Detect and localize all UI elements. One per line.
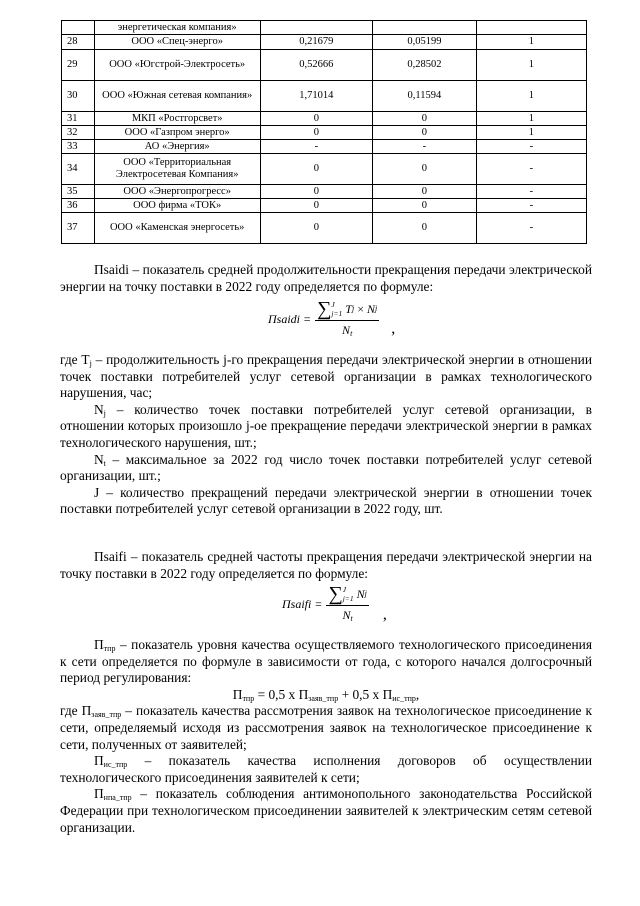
saifi-formula: [282, 584, 387, 624]
def1-sub: заяв_тпр: [91, 710, 122, 720]
def1-prefix: где П: [60, 703, 92, 719]
def-tj-prefix: где T: [60, 352, 90, 367]
saifi-value: -: [372, 140, 476, 154]
def3-sub: нпа_тпр: [103, 793, 132, 803]
table-row: [62, 126, 587, 140]
row-number: 36: [62, 199, 95, 213]
saidi-value: 0,52666: [260, 50, 372, 81]
term-n: N: [356, 586, 365, 601]
row-number: 31: [62, 112, 95, 126]
def-nj: [60, 402, 592, 452]
indicator-value: -: [476, 154, 586, 185]
organizations-table: [61, 20, 587, 244]
saifi-value: 0: [372, 126, 476, 140]
saifi-value: 0,05199: [372, 35, 476, 50]
def3-text: – показатель соблюдения антимонопольного законодательства Российской Федерации при технологическом присоединении заявителей к электрическим сетям сетевой организации.: [60, 786, 592, 835]
row-number: 30: [62, 81, 95, 112]
def-nj-text: – количество точек поставки потребителей услуг сетевой организации, в отношении которых произошло j-ое прекращение передачи электрической энергии в рамках технологического нарушения, шт.;: [60, 401, 592, 450]
indicator-value: [476, 21, 586, 35]
saidi-value: 0: [260, 213, 372, 244]
indicator-value: -: [476, 199, 586, 213]
table-row: [62, 185, 587, 199]
eq-part-d: ,: [415, 686, 420, 702]
def2-prefix: П: [94, 753, 104, 769]
table-row: [62, 140, 587, 154]
def-j: J – количество прекращений передачи электрической энергии в отношении точек поставки потребителей услуг сетевой организации в 2022 году, шт.: [60, 484, 592, 517]
saidi-value: [260, 21, 372, 35]
def-nt-prefix: N: [94, 451, 104, 467]
def2-sub: ис_тпр: [103, 760, 128, 770]
def3-prefix: П: [94, 786, 104, 802]
eq-sub-2: заяв_тпр: [308, 693, 339, 703]
saifi-value: 0: [372, 112, 476, 126]
def-nj-prefix: N: [94, 401, 104, 417]
sum-lower-limit: j=1: [342, 594, 354, 603]
def-tj: [60, 352, 592, 402]
saidi-value: 1,71014: [260, 81, 372, 112]
saidi-denominator: [342, 321, 352, 338]
sum-limits: [343, 585, 354, 603]
sum-limits: [331, 300, 342, 318]
saifi-value: 0,11594: [372, 81, 476, 112]
eq-sub-3: ис_тпр: [392, 693, 416, 703]
tpr-def-1: [60, 703, 592, 753]
saidi-value: -: [260, 140, 372, 154]
org-name: ООО «Каменская энергосеть»: [94, 213, 260, 244]
sum-upper-limit: J: [342, 585, 347, 594]
tpr-intro-sub: тпр: [103, 644, 116, 653]
saidi-section: [60, 262, 592, 295]
saifi-denominator: [343, 606, 353, 623]
saidi-formula: [268, 300, 395, 338]
org-name: ООО «Газпром энерго»: [94, 126, 260, 140]
row-number: 35: [62, 185, 95, 199]
saidi-lhs: Пsaidi =: [268, 311, 312, 326]
formula-comma: ,: [391, 320, 396, 337]
saidi-intro: Пsaidi – показатель средней продолжительности прекращения передачи электрической энергии на точку поставки в 2022 году определяется по формуле:: [60, 262, 592, 294]
saifi-value: [372, 21, 476, 35]
def2-text: – показатель качества исполнения договоров об осуществлении технологического присоединения заявителей к сети;: [60, 753, 592, 785]
org-name: МКП «Ростгорсвет»: [94, 112, 260, 126]
saidi-value: 0: [260, 154, 372, 185]
saidi-value: 0: [260, 126, 372, 140]
saifi-numerator: ∑ J j=1 N j: [328, 583, 367, 605]
def-tj-sub: j: [89, 359, 92, 368]
row-number: 32: [62, 126, 95, 140]
tpr-def-3: [60, 786, 592, 836]
org-name: ООО «Югстрой-Электросеть»: [94, 50, 260, 81]
def-nt-sub: t: [103, 458, 106, 468]
org-name: ООО фирма «ТОК»: [94, 199, 260, 213]
saifi-lhs: Пsaifi =: [282, 596, 323, 611]
indicator-value: 1: [476, 126, 586, 140]
table-row: [62, 21, 587, 35]
saidi-numerator: ∑ J j=1 T j × N j: [317, 298, 378, 320]
saifi-value: 0,28502: [372, 50, 476, 81]
table-row: [62, 199, 587, 213]
indicator-value: 1: [476, 35, 586, 50]
def-nt: [60, 452, 592, 485]
eq-part-c: + 0,5 х П: [338, 686, 393, 702]
table-row: [62, 154, 587, 185]
formula-comma: ,: [382, 606, 387, 623]
denom-n-sub: t: [350, 614, 353, 623]
table-row: [62, 50, 587, 81]
saifi-value: 0: [372, 154, 476, 185]
saifi-fraction: [326, 585, 368, 623]
saifi-value: 0: [372, 199, 476, 213]
def-nt-text: – максимальное за 2022 год число точек поставки потребителей услуг сетевой организации, шт.;: [60, 451, 592, 484]
saifi-value: 0: [372, 213, 476, 244]
saidi-definitions: [60, 352, 592, 518]
row-number: 34: [62, 154, 95, 185]
denom-n: N: [342, 323, 351, 337]
denom-n: N: [342, 608, 351, 622]
eq-part-b: = 0,5 х П: [254, 686, 309, 702]
sum-symbol: ∑: [328, 583, 343, 605]
indicator-value: 1: [476, 112, 586, 126]
saifi-value: 0: [372, 185, 476, 199]
sum-symbol: ∑: [317, 298, 332, 320]
tpr-intro: [60, 637, 592, 687]
org-name: ООО «Энергопрогресс»: [94, 185, 260, 199]
row-number: 33: [62, 140, 95, 154]
def-tj-text: – продолжительность j-го прекращения передачи электрической энергии в отношении точек поставки потребителей услуг сетевой организации в рамках технологического нарушения, час;: [60, 352, 592, 401]
tpr-section: [60, 637, 592, 836]
term-t: T: [345, 301, 352, 316]
org-name: ООО «Территориальная Электросетевая Компания»: [94, 154, 260, 185]
tpr-intro-prefix: П: [94, 637, 104, 652]
org-name: энергетическая компания»: [94, 21, 260, 35]
saifi-section: [60, 549, 592, 582]
org-name: ООО «Спец-энерго»: [94, 35, 260, 50]
tpr-intro-text: – показатель уровня качества осуществляемого технологического присоединения к сети определяется по формуле в зависимости от года, с которого начался долгосрочный период регулирования:: [60, 637, 592, 686]
tpr-equation: [60, 687, 592, 704]
indicator-value: 1: [476, 81, 586, 112]
sum-lower-limit: j=1: [331, 309, 343, 318]
org-name: ООО «Южная сетевая компания»: [94, 81, 260, 112]
indicator-value: -: [476, 185, 586, 199]
table-row: [62, 35, 587, 50]
table-row: [62, 213, 587, 244]
times-symbol: ×: [357, 301, 364, 316]
def1-text: – показатель качества рассмотрения заявок на технологическое присоединение к сети, определяемый исходя из рассмотрения заявок на технологическое присоединение к сети, полученных от заявителей;: [60, 703, 592, 752]
indicator-value: -: [476, 140, 586, 154]
saifi-intro: Пsaifi – показатель средней частоты прекращения передачи электрической энергии на точку поставки в 2022 году определяется по формуле:: [60, 549, 592, 581]
eq-sub-1: тпр: [242, 693, 255, 703]
saidi-value: 0: [260, 185, 372, 199]
table-row: [62, 81, 587, 112]
indicator-value: -: [476, 213, 586, 244]
eq-part-a: П: [232, 686, 243, 702]
row-number: 29: [62, 50, 95, 81]
tpr-def-2: [60, 753, 592, 786]
saidi-fraction: [315, 300, 379, 338]
saidi-value: 0,21679: [260, 35, 372, 50]
row-number: 28: [62, 35, 95, 50]
row-number: [62, 21, 95, 35]
saidi-value: 0: [260, 199, 372, 213]
def-nj-sub: j: [103, 408, 106, 418]
denom-n-sub: t: [350, 329, 353, 338]
indicator-value: 1: [476, 50, 586, 81]
table-row: [62, 112, 587, 126]
saidi-value: 0: [260, 112, 372, 126]
sum-upper-limit: J: [331, 300, 335, 309]
term-n: N: [366, 301, 375, 316]
row-number: 37: [62, 213, 95, 244]
org-name: АО «Энергия»: [94, 140, 260, 154]
